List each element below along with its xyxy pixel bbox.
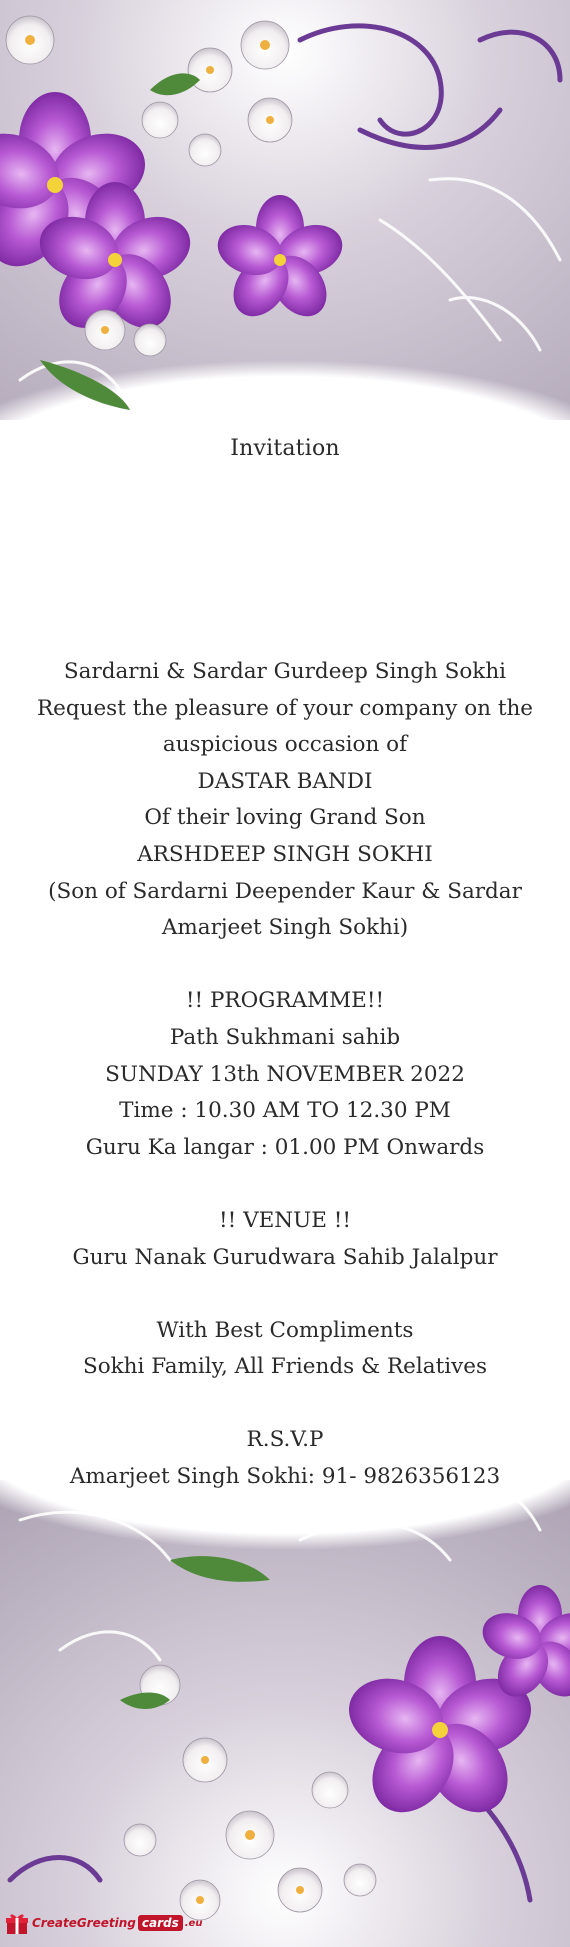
programme-heading: !! PROGRAMME!! — [185, 988, 385, 1014]
langar-time: Guru Ka langar : 01.00 PM Onwards — [85, 1134, 485, 1160]
occasion-line: auspicious occasion of — [162, 732, 408, 758]
rsvp-heading: R.S.V.P — [246, 1427, 324, 1453]
gift-icon — [4, 1910, 30, 1936]
compliments-from: Sokhi Family, All Friends & Relatives — [82, 1354, 488, 1380]
spacer — [35, 1386, 535, 1423]
brand-text-create: CreateGreeting — [32, 1916, 136, 1930]
event-time: Time : 10.30 AM TO 12.30 PM — [119, 1098, 451, 1124]
brand-text-domain: .eu — [184, 1917, 203, 1929]
spacer — [35, 947, 535, 984]
venue-name: Guru Nanak Gurudwara Sahib Jalalpur — [72, 1244, 498, 1270]
venue-heading: !! VENUE !! — [218, 1207, 352, 1233]
honoree-name: ARSHDEEP SINGH SOKHI — [137, 841, 433, 867]
programme-item: Path Sukhmani sahib — [169, 1024, 401, 1050]
compliments-line: With Best Compliments — [156, 1317, 414, 1343]
event-date: SUNDAY 13th NOVEMBER 2022 — [105, 1061, 465, 1087]
relation-line: Of their loving Grand Son — [144, 805, 426, 831]
brand-text-cards: cards — [138, 1915, 183, 1931]
brand-logo[interactable] — [4, 1907, 202, 1939]
invitation-text-block — [35, 654, 535, 1496]
spacer — [35, 1276, 535, 1313]
invitation-title: Invitation — [230, 436, 340, 461]
host-names: Sardarni & Sardar Gurdeep Singh Sokhi — [63, 659, 507, 684]
request-line: Request the pleasure of your company on the — [36, 695, 534, 721]
ceremony-name: DASTAR BANDI — [197, 768, 373, 794]
parents-line-2: Amarjeet Singh Sokhi) — [161, 915, 409, 941]
parents-line-1: (Son of Sardarni Deepender Kaur & Sardar — [48, 878, 522, 904]
spacer — [35, 1166, 535, 1203]
rsvp-contact: Amarjeet Singh Sokhi: 91- 9826356123 — [69, 1464, 501, 1490]
